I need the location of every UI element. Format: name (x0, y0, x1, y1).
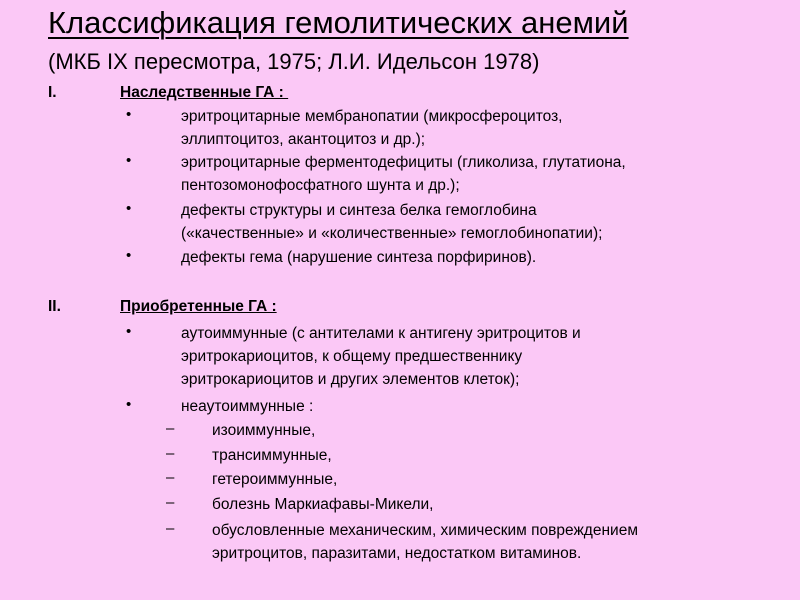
bullet-icon: • (126, 106, 132, 123)
list-item-non-autoimmune: неаутоиммунные : (181, 398, 314, 415)
section-number-2: II. (48, 298, 61, 315)
section-heading-hereditary: Наследственные ГА : (120, 84, 289, 101)
sub-item-marchiafava-micheli: болезнь Маркиафавы-Микели, (212, 496, 434, 513)
section-number-1: I. (48, 84, 57, 101)
list-item-enzymopathies: эритроцитарные ферментодефициты (гликолиза, глутатиона, пентозомонофосфатного шунта и др.); (181, 154, 626, 194)
list-item-heme-defects: дефекты гема (нарушение синтеза порфиринов). (181, 249, 537, 266)
sub-item-heteroimmune: гетероиммунные, (212, 471, 338, 488)
dash-icon: – (166, 520, 175, 537)
slide-subtitle: (МКБ IX пересмотра, 1975; Л.И. Идельсон 1978) (48, 49, 540, 74)
list-item-autoimmune: аутоиммунные (с антителами к антигену эритроцитов и эритрокариоцитов, к общему предшественнику эритрокариоцитов и других элементов клеток); (181, 325, 581, 388)
section-heading-acquired: Приобретенные ГА : (120, 298, 277, 315)
dash-icon: – (166, 469, 175, 486)
bullet-icon: • (126, 396, 132, 413)
dash-icon: – (166, 494, 175, 511)
bullet-icon: • (126, 323, 132, 340)
sub-item-isoimmune: изоиммунные, (212, 422, 316, 439)
bullet-icon: • (126, 200, 132, 217)
list-item-membranopathies: эритроцитарные мембранопатии (микросфероцитоз, эллиптоцитоз, акантоцитоз и др.); (181, 108, 563, 148)
sub-item-mechanical-chemical: обусловленные механическим, химическим повреждением эритроцитов, паразитами, недостатком витаминов. (212, 522, 638, 562)
dash-icon: – (166, 445, 175, 462)
list-item-hemoglobinopathies: дефекты структуры и синтеза белка гемоглобина («качественные» и «количественные» гемоглобинопатии); (181, 202, 603, 242)
slide-title: Классификация гемолитических анемий (48, 5, 629, 40)
bullet-icon: • (126, 152, 132, 169)
dash-icon: – (166, 420, 175, 437)
bullet-icon: • (126, 247, 132, 264)
sub-item-transimmune: трансиммунные, (212, 447, 332, 464)
